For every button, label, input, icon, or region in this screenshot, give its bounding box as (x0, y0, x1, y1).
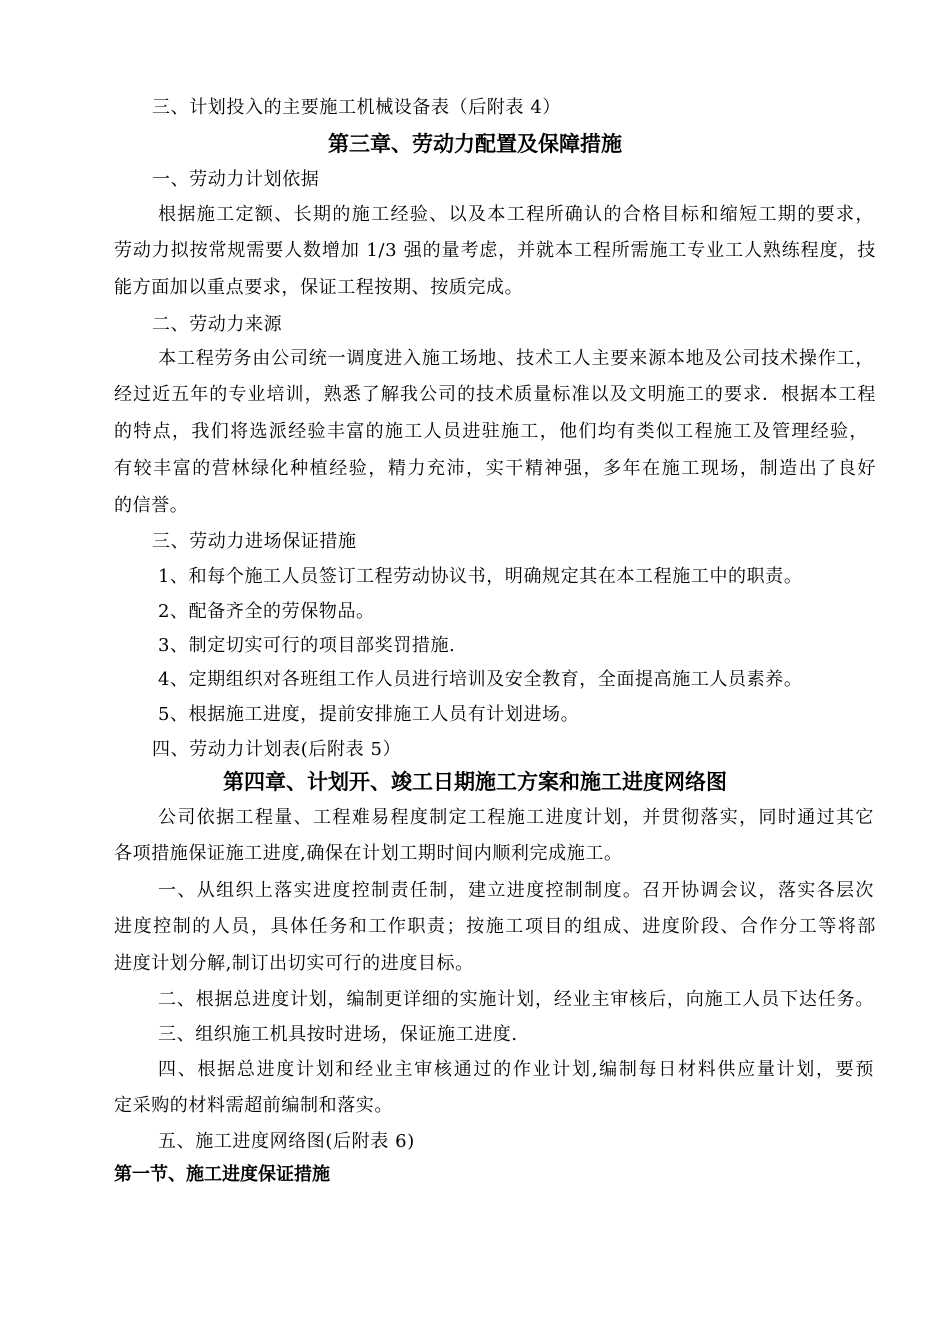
labor-plan-basis-heading: 一、劳动力计划依据 (152, 169, 320, 190)
paragraph-line: 根据施工定额、长期的施工经验、以及本工程所确认的合格目标和缩短工期的要求， (158, 204, 874, 225)
paragraph-line: 公司依据工程量、工程难易程度制定工程施工进度计划，并贯彻落实，同时通过其它 (158, 807, 874, 828)
paragraph-line: 四、根据总进度计划和经业主审核通过的作业计划,编制每日材料供应量计划，要预 (158, 1059, 874, 1080)
paragraph-line: 的特点，我们将选派经验丰富的施工人员进驻施工，他们均有类似工程施工及管理经验， (114, 421, 868, 442)
network-diagram-line: 五、施工进度网络图(后附表 6) (158, 1131, 415, 1152)
list-item: 3、制定切实可行的项目部奖罚措施. (158, 635, 456, 656)
chapter-3-heading: 第三章、劳动力配置及保障措施 (328, 131, 622, 156)
paragraph-line: 各项措施保证施工进度,确保在计划工期时间内顺利完成施工。 (114, 843, 623, 864)
list-item: 2、配备齐全的劳保物品。 (158, 601, 375, 622)
list-item: 5、根据施工进度，提前安排施工人员有计划进场。 (158, 704, 580, 725)
equipment-table-line: 三、计划投入的主要施工机械设备表（后附表 4） (152, 97, 561, 118)
list-item: 1、和每个施工人员签订工程劳动协议书，明确规定其在本工程施工中的职责。 (158, 566, 803, 587)
labor-entry-measures-heading: 三、劳动力进场保证措施 (152, 531, 357, 552)
paragraph-line: 本工程劳务由公司统一调度进入施工场地、技术工人主要来源本地及公司技术操作工， (158, 348, 874, 369)
paragraph-line: 定采购的材料需超前编制和落实。 (114, 1095, 393, 1116)
labor-plan-table-line: 四、劳动力计划表(后附表 5） (152, 739, 402, 760)
labor-source-heading: 二、劳动力来源 (152, 314, 283, 335)
paragraph-line: 有较丰富的营林绿化种植经验，精力充沛，实干精神强，多年在施工现场，制造出了良好 (114, 458, 876, 479)
paragraph-line: 劳动力拟按常规需要人数增加 1/3 强的量考虑，并就本工程所需施工专业工人熟练程度，技 (114, 240, 876, 261)
paragraph-line: 经过近五年的专业培训，熟悉了解我公司的技术质量标准以及文明施工的要求．根据本工程 (114, 384, 876, 405)
paragraph-line: 二、根据总进度计划，编制更详细的实施计划，经业主审核后，向施工人员下达任务。 (158, 989, 874, 1010)
chapter-4-heading: 第四章、计划开、竣工日期施工方案和施工进度网络图 (223, 769, 727, 794)
paragraph-line: 一、从组织上落实进度控制责任制，建立进度控制制度。召开协调会议，落实各层次 (158, 880, 874, 901)
paragraph-line: 三、组织施工机具按时进场，保证施工进度. (158, 1024, 518, 1045)
section-1-heading: 第一节、施工进度保证措施 (114, 1164, 330, 1185)
list-item: 4、定期组织对各班组工作人员进行培训及安全教育，全面提高施工人员素养。 (158, 669, 803, 690)
paragraph-line: 能方面加以重点要求，保证工程按期、按质完成。 (114, 277, 524, 298)
paragraph-line: 的信誉。 (114, 495, 189, 516)
paragraph-line: 进度计划分解,制订出切实可行的进度目标。 (114, 953, 474, 974)
paragraph-line: 进度控制的人员，具体任务和工作职责；按施工项目的组成、进度阶段、合作分工等将部 (114, 916, 876, 937)
